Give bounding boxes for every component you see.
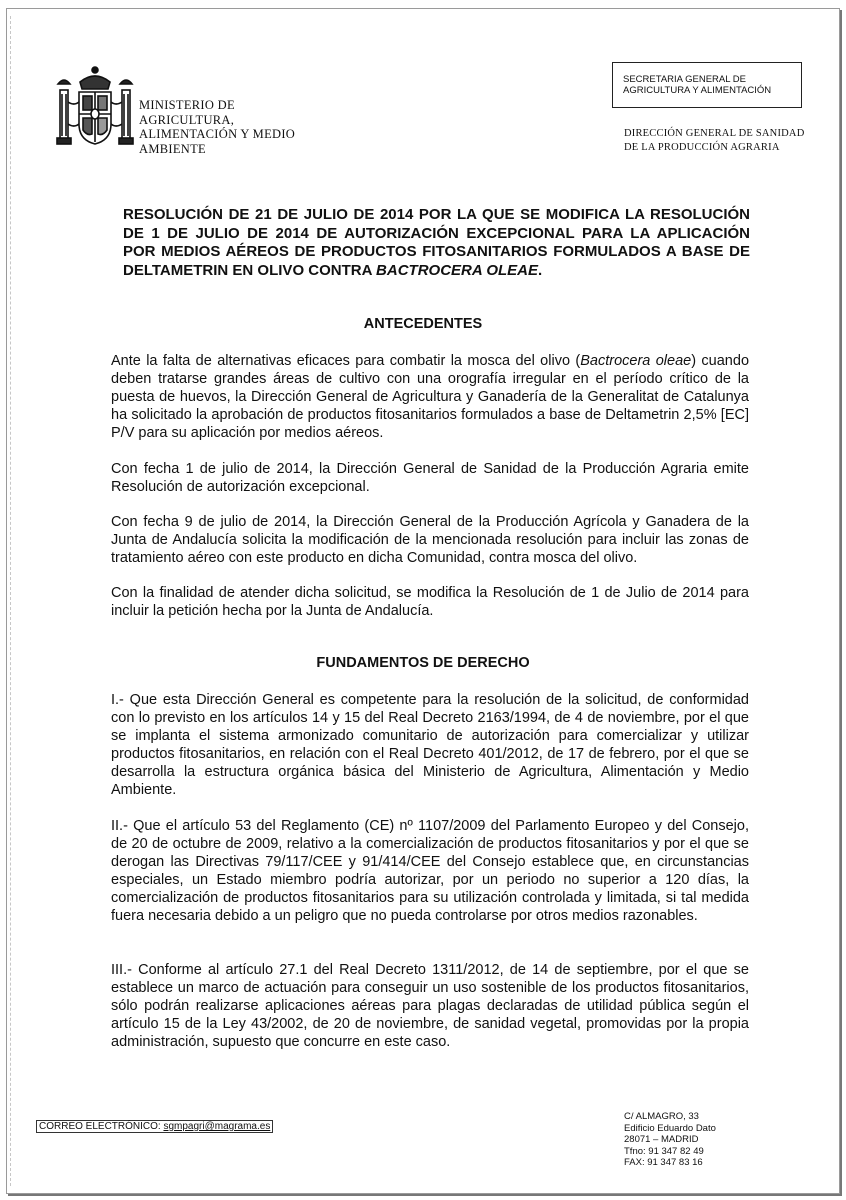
secretaria-line: AGRICULTURA Y ALIMENTACIÓN: [623, 85, 772, 96]
fundamentos-paragraph-3: III.- Conforme al artículo 27.1 del Real Decreto 1311/2012, de 14 de septiembre, por el que se establece un marco de actuación para conseguir un uso sostenible de los productos fitosanitarios, sólo podrán realizarse aplicaciones aéreas para plagas declaradas de utilidad pública según el artículo 15 de la Ley 43/2002, de 20 de noviembre, de sanidad vegetal, promovidas por la propia administración, supuesto que concurre en este caso.: [111, 962, 749, 1050]
email-label: CORREO ELECTRÓNICO:: [39, 1121, 161, 1132]
ministry-line: AGRICULTURA,: [139, 112, 235, 127]
ministry-line: MINISTERIO DE: [139, 98, 235, 112]
para-species: Bactrocera oleae: [580, 353, 692, 369]
address-line: C/ ALMAGRO, 33: [624, 1111, 699, 1122]
title-species: BACTROCERA OLEAE: [376, 261, 538, 279]
antecedentes-paragraph-3: Con fecha 9 de julio de 2014, la Dirección General de la Producción Agrícola y Ganadera de la Junta de Andalucía solicita la modificación de la mencionada resolución para incluir las zonas de tratamiento aéreo con este producto en dicha Comunidad, contra mosca del olivo.: [111, 514, 749, 566]
ministry-name: [139, 98, 295, 156]
footer-address: [624, 1111, 716, 1169]
direccion-general: [624, 127, 805, 154]
antecedentes-paragraph-4: Con la finalidad de atender dicha solicitud, se modifica la Resolución de 1 de Julio de 2014 para incluir la petición hecha por la Junta de Andalucía.: [111, 585, 749, 619]
document-title: [123, 206, 750, 280]
title-text: RESOLUCIÓN DE 21 DE JULIO DE 2014 POR LA QUE SE MODIFICA LA RESOLUCIÓN DE 1 DE JULIO DE 2014 DE AUTORIZACIÓN EXCEPCIONAL PARA LA APLICACIÓN POR MEDIOS AÉREOS DE PRODUCTOS FITOSANITARIOS FORMULADOS A BASE DE DELTAMETRIN EN OLIVO CONTRA: [123, 206, 750, 279]
address-line: 28071 – MADRID: [624, 1134, 699, 1145]
page-edge: [10, 16, 11, 1186]
title-end: .: [538, 261, 543, 279]
antecedentes-paragraph-1: [111, 352, 749, 442]
direccion-line: DE LA PRODUCCIÓN AGRARIA: [624, 141, 780, 153]
address-line: Edificio Eduardo Dato: [624, 1122, 716, 1134]
secretaria-line: SECRETARIA GENERAL DE: [623, 74, 747, 85]
footer-email: [36, 1120, 273, 1133]
direccion-line: DIRECCIÓN GENERAL DE SANIDAD: [624, 128, 805, 139]
fundamentos-heading: FUNDAMENTOS DE DERECHO: [316, 655, 530, 671]
antecedentes-paragraph-2: Con fecha 1 de julio de 2014, la Dirección General de Sanidad de la Producción Agraria emite Resolución de autorización excepcional.: [111, 461, 749, 495]
ministry-line: AMBIENTE: [139, 141, 206, 156]
para-text: Ante la falta de alternativas eficaces para combatir la mosca del olivo (: [111, 353, 581, 369]
coat-of-arms-icon: [52, 62, 138, 156]
address-line: FAX: 91 347 83 16: [624, 1157, 703, 1168]
secretaria-box: [612, 62, 802, 108]
para-text: ) cuando deben tratarse grandes áreas de cultivo con una orografía irregular en el período crítico de la puesta de huevos, la Dirección General de Agricultura y Ganadería de la Generalitat de Catalunya ha solicitado la aprobación de productos fitosanitarios formulados a base de Deltametrin 2,5% [EC] P/V para su aplicación por medios aéreos.: [111, 353, 750, 441]
ministry-line: ALIMENTACIÓN Y MEDIO: [139, 127, 296, 141]
antecedentes-heading: ANTECEDENTES: [363, 316, 483, 332]
fundamentos-paragraph-2: II.- Que el artículo 53 del Reglamento (CE) nº 1107/2009 del Parlamento Europeo y del Consejo, de 20 de octubre de 2009, relativo a la comercialización de productos fitosanitarios y por el que se derogan las Directivas 79/117/CEE y 91/414/CEE del Consejo establece que, en circunstancias especiales, un Estado miembro podría autorizar, por un periodo no superior a 120 días, la comercialización de productos fitosanitarios para su utilización controlada y limitada, si tal medida fuera necesaria debido a un peligro que no pueda controlarse por otros medios razonables.: [111, 818, 749, 924]
address-line: Tfno: 91 347 82 49: [624, 1145, 704, 1157]
email-link[interactable]: sgmpagri@magrama.es: [163, 1121, 271, 1132]
fundamentos-paragraph-1: I.- Que esta Dirección General es competente para la resolución de la solicitud, de conformidad con lo previsto en los artículos 14 y 15 del Real Decreto 2163/1994, de 4 de noviembre, por el que se implanta el sistema armonizado comunitario de autorización para comercializar y utilizar productos fitosanitarios, en relación con el Real Decreto 401/2012, de 17 de febrero, por el que se desarrolla la estructura orgánica básica del Ministerio de Agricultura, Alimentación y Medio Ambiente.: [111, 692, 749, 798]
